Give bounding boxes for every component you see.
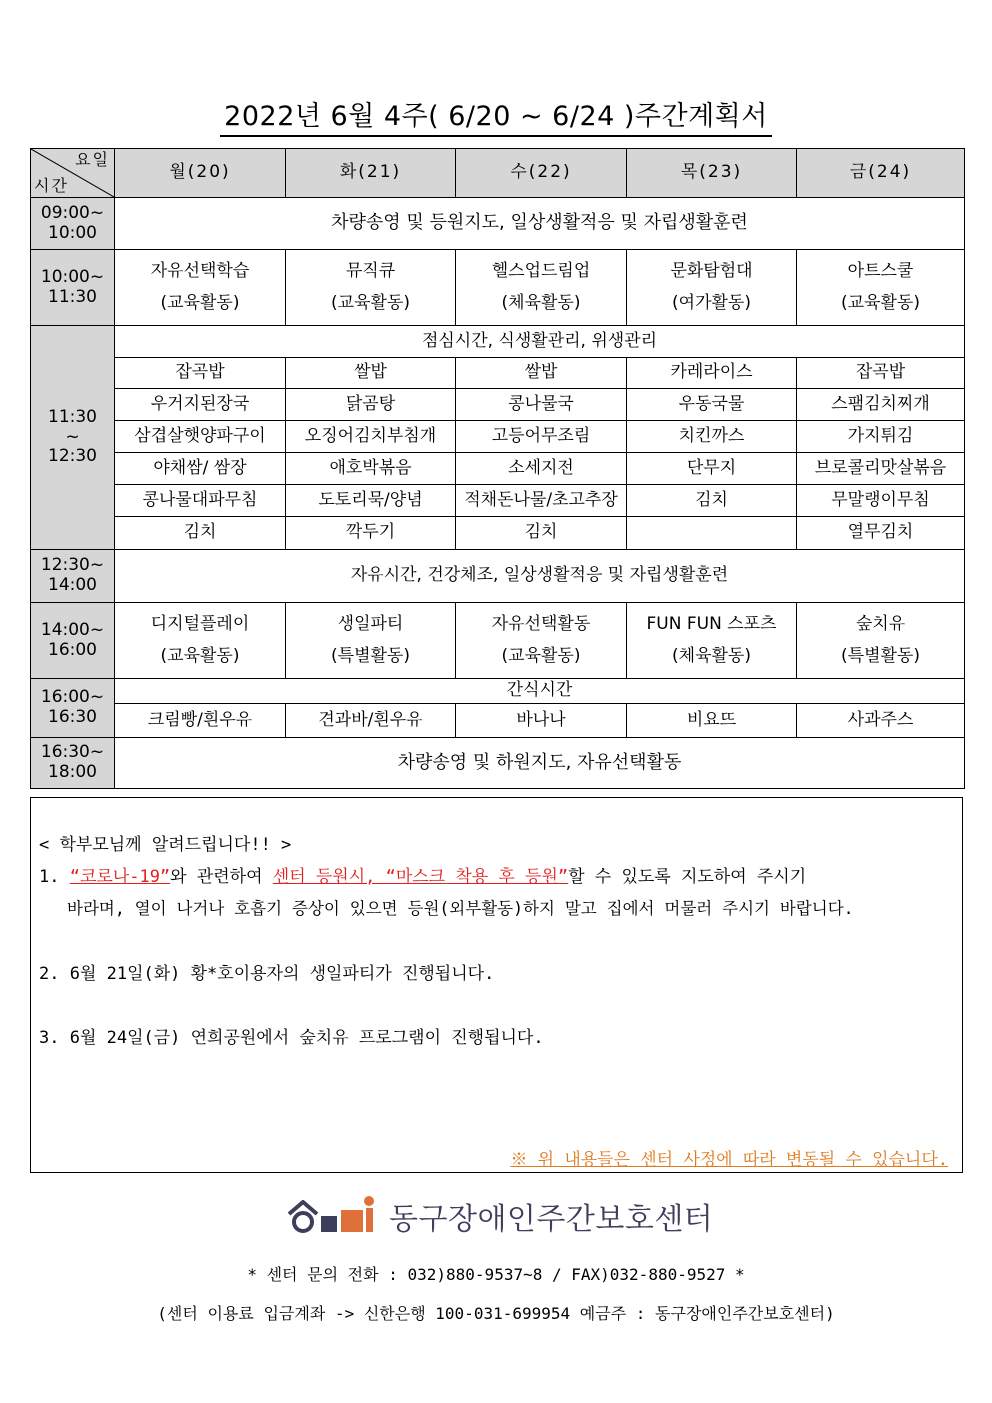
menu-item: 우거지된장국 <box>115 389 286 421</box>
snack-header-row <box>31 679 965 704</box>
day-header-thu: 목(23) <box>627 149 797 198</box>
time-start: 09:00~ <box>40 202 105 223</box>
program-cell-thu <box>627 250 797 326</box>
lunch-header-row <box>31 326 965 358</box>
program-name: 헬스업드림업 <box>491 261 591 282</box>
snack-row <box>31 704 965 738</box>
program-name: 자유선택활동 <box>491 614 591 635</box>
snack-header: 간식시간 <box>115 679 965 704</box>
menu-row <box>31 358 965 389</box>
weekly-schedule-table <box>30 148 965 789</box>
time-cell <box>31 679 115 738</box>
program-cell-fri <box>797 603 965 679</box>
program-cell-wed <box>456 250 627 326</box>
program-name: 아트스쿨 <box>847 261 914 282</box>
menu-item: 무말랭이무침 <box>797 485 965 517</box>
notice-mask-highlight: 센터 등원시, “마스크 착용 후 등원” <box>272 867 569 887</box>
time-end: 16:30 <box>48 707 97 727</box>
menu-item: 소세지전 <box>456 453 627 485</box>
notice-footnote: ※ 위 내용들은 센터 사정에 따라 변동될 수 있습니다. <box>510 1150 948 1170</box>
notice-item-1-line2: 바라며, 열이 나거나 호흡기 증상이 있으면 등원(외부활동)하지 말고 집에서 머물러 주시기 바랍니다. <box>67 899 854 918</box>
time-sep: ~ <box>65 426 80 447</box>
notice-box <box>30 797 963 1173</box>
menu-item: 우동국물 <box>627 389 797 421</box>
notice-covid-highlight: “코로나-19” <box>69 867 171 887</box>
time-start: 12:30~ <box>40 555 105 576</box>
menu-item: 야채쌈/ 쌈장 <box>115 453 286 485</box>
program-type: (특별활동) <box>331 645 410 666</box>
snack-item: 크림빵/흰우유 <box>115 704 286 738</box>
menu-item: 가지튀김 <box>797 421 965 453</box>
program-name: 디지털플레이 <box>150 614 250 635</box>
time-end: 12:30 <box>48 446 97 467</box>
program-type: (교육활동) <box>160 292 240 313</box>
menu-row <box>31 389 965 421</box>
notice-item-1-prefix: 1. <box>39 867 70 887</box>
menu-item: 김치 <box>115 517 286 550</box>
notice-item-1-end: 할 수 있도록 지도하여 주시기 <box>568 867 807 887</box>
time-end: 11:30 <box>48 286 97 307</box>
program-type: (교육활동) <box>841 292 920 313</box>
time-cell <box>31 250 115 326</box>
menu-item: 고등어무조림 <box>456 421 627 453</box>
menu-item: 깍두기 <box>286 517 456 550</box>
menu-item: 콩나물국 <box>456 389 627 421</box>
corner-cell <box>31 149 115 198</box>
time-start: 16:30~ <box>40 742 105 763</box>
snack-item: 비요뜨 <box>627 704 797 738</box>
menu-item: 치킨까스 <box>627 421 797 453</box>
program-type: (체육활동) <box>501 292 581 313</box>
program-type: (교육활동) <box>331 292 410 313</box>
time-cell <box>31 326 115 550</box>
time-end: 18:00 <box>48 762 97 782</box>
menu-item: 잡곡밥 <box>115 358 286 389</box>
house-logo-icon <box>287 1192 379 1240</box>
contact-info: * 센터 문의 전화 : 032)880-9537~8 / FAX)032-880-9527 * <box>247 1265 745 1284</box>
time-end: 10:00 <box>48 222 97 243</box>
program-type: (여가활동) <box>672 292 751 313</box>
time-cell <box>31 603 115 679</box>
menu-item: 열무김치 <box>797 517 965 550</box>
schedule-row <box>31 738 965 789</box>
account-info: (센터 이용료 입금계좌 -> 신한은행 100-031-699954 예금주 : 동구장애인주간보호센터) <box>157 1304 835 1323</box>
menu-row <box>31 421 965 453</box>
page-title <box>0 94 992 138</box>
header-row <box>31 149 965 198</box>
notice-heading: < 학부모님께 알려드립니다!! > <box>39 835 292 855</box>
program-cell-mon <box>115 603 286 679</box>
program-name: 뮤직큐 <box>345 261 396 282</box>
snack-item: 사과주스 <box>797 704 965 738</box>
activity-text: 자유시간, 건강체조, 일상생활적응 및 자립생활훈련 <box>115 550 965 603</box>
menu-row <box>31 517 965 550</box>
snack-item: 바나나 <box>456 704 627 738</box>
notice-item-3: 3. 6월 24일(금) 연희공원에서 숲치유 프로그램이 진행됩니다. <box>39 1028 544 1048</box>
menu-row <box>31 453 965 485</box>
program-name: 자유선택학습 <box>150 261 250 282</box>
menu-item: 오징어김치부침개 <box>286 421 456 453</box>
schedule-row <box>31 250 965 326</box>
day-header-tue: 화(21) <box>286 149 456 198</box>
menu-item <box>627 517 797 550</box>
menu-item: 쌀밥 <box>456 358 627 389</box>
schedule-row <box>31 550 965 603</box>
menu-item: 닭곰탕 <box>286 389 456 421</box>
time-start: 11:30 <box>48 407 97 428</box>
time-cell <box>31 550 115 603</box>
program-cell-tue <box>286 250 456 326</box>
time-start: 14:00~ <box>40 619 105 640</box>
program-name: 생일파티 <box>337 614 404 635</box>
program-name: FUN FUN 스포츠 <box>646 614 777 635</box>
time-end: 14:00 <box>48 575 97 595</box>
day-header-fri: 금(24) <box>797 149 965 198</box>
program-name: 숲치유 <box>855 614 906 635</box>
program-name: 문화탐험대 <box>670 261 753 282</box>
day-header-wed: 수(22) <box>456 149 627 198</box>
menu-item: 적채돈나물/초고추장 <box>456 485 627 517</box>
day-header-mon: 월(20) <box>115 149 286 198</box>
menu-item: 도토리묵/양념 <box>286 485 456 517</box>
activity-text: 차량송영 및 등원지도, 일상생활적응 및 자립생활훈련 <box>115 198 965 250</box>
program-cell-mon <box>115 250 286 326</box>
menu-item: 단무지 <box>627 453 797 485</box>
program-type: (교육활동) <box>501 645 581 666</box>
program-cell-tue <box>286 603 456 679</box>
menu-item: 김치 <box>456 517 627 550</box>
time-cell <box>31 198 115 250</box>
notice-item-2: 2. 6월 21일(화) 황*호이용자의 생일파티가 진행됩니다. <box>39 964 495 984</box>
corner-time-label: 시간 <box>34 175 69 195</box>
time-cell <box>31 738 115 789</box>
menu-row <box>31 485 965 517</box>
program-type: (특별활동) <box>841 645 920 666</box>
program-type: (체육활동) <box>672 645 751 666</box>
menu-item: 카레라이스 <box>627 358 797 389</box>
notice-item-1-mid: 와 관련하여 <box>170 867 273 887</box>
activity-text: 차량송영 및 하원지도, 자유선택활동 <box>115 738 965 789</box>
menu-item: 김치 <box>627 485 797 517</box>
schedule-row <box>31 603 965 679</box>
center-name: 동구장애인주간보호센터 <box>389 1202 714 1237</box>
program-cell-wed <box>456 603 627 679</box>
program-type: (교육활동) <box>160 645 240 666</box>
menu-item: 삼겹살햇양파구이 <box>115 421 286 453</box>
time-start: 10:00~ <box>40 266 105 287</box>
menu-item: 스팸김치찌개 <box>797 389 965 421</box>
program-cell-thu <box>627 603 797 679</box>
snack-item: 견과바/흰우유 <box>286 704 456 738</box>
time-start: 16:00~ <box>40 687 105 708</box>
menu-item: 애호박볶음 <box>286 453 456 485</box>
menu-item: 쌀밥 <box>286 358 456 389</box>
corner-day-label: 요일 <box>75 150 110 169</box>
notice-item-1 <box>39 862 806 887</box>
page-title-text: 2022년 6월 4주( 6/20 ~ 6/24 )주간계획서 <box>220 101 772 137</box>
menu-item: 콩나물대파무침 <box>115 485 286 517</box>
time-end: 16:00 <box>48 639 97 660</box>
program-cell-fri <box>797 250 965 326</box>
center-logo <box>287 1192 713 1240</box>
menu-item: 잡곡밥 <box>797 358 965 389</box>
menu-item: 브로콜리맛살볶음 <box>797 453 965 485</box>
lunch-header: 점심시간, 식생활관리, 위생관리 <box>115 326 965 358</box>
schedule-row <box>31 198 965 250</box>
